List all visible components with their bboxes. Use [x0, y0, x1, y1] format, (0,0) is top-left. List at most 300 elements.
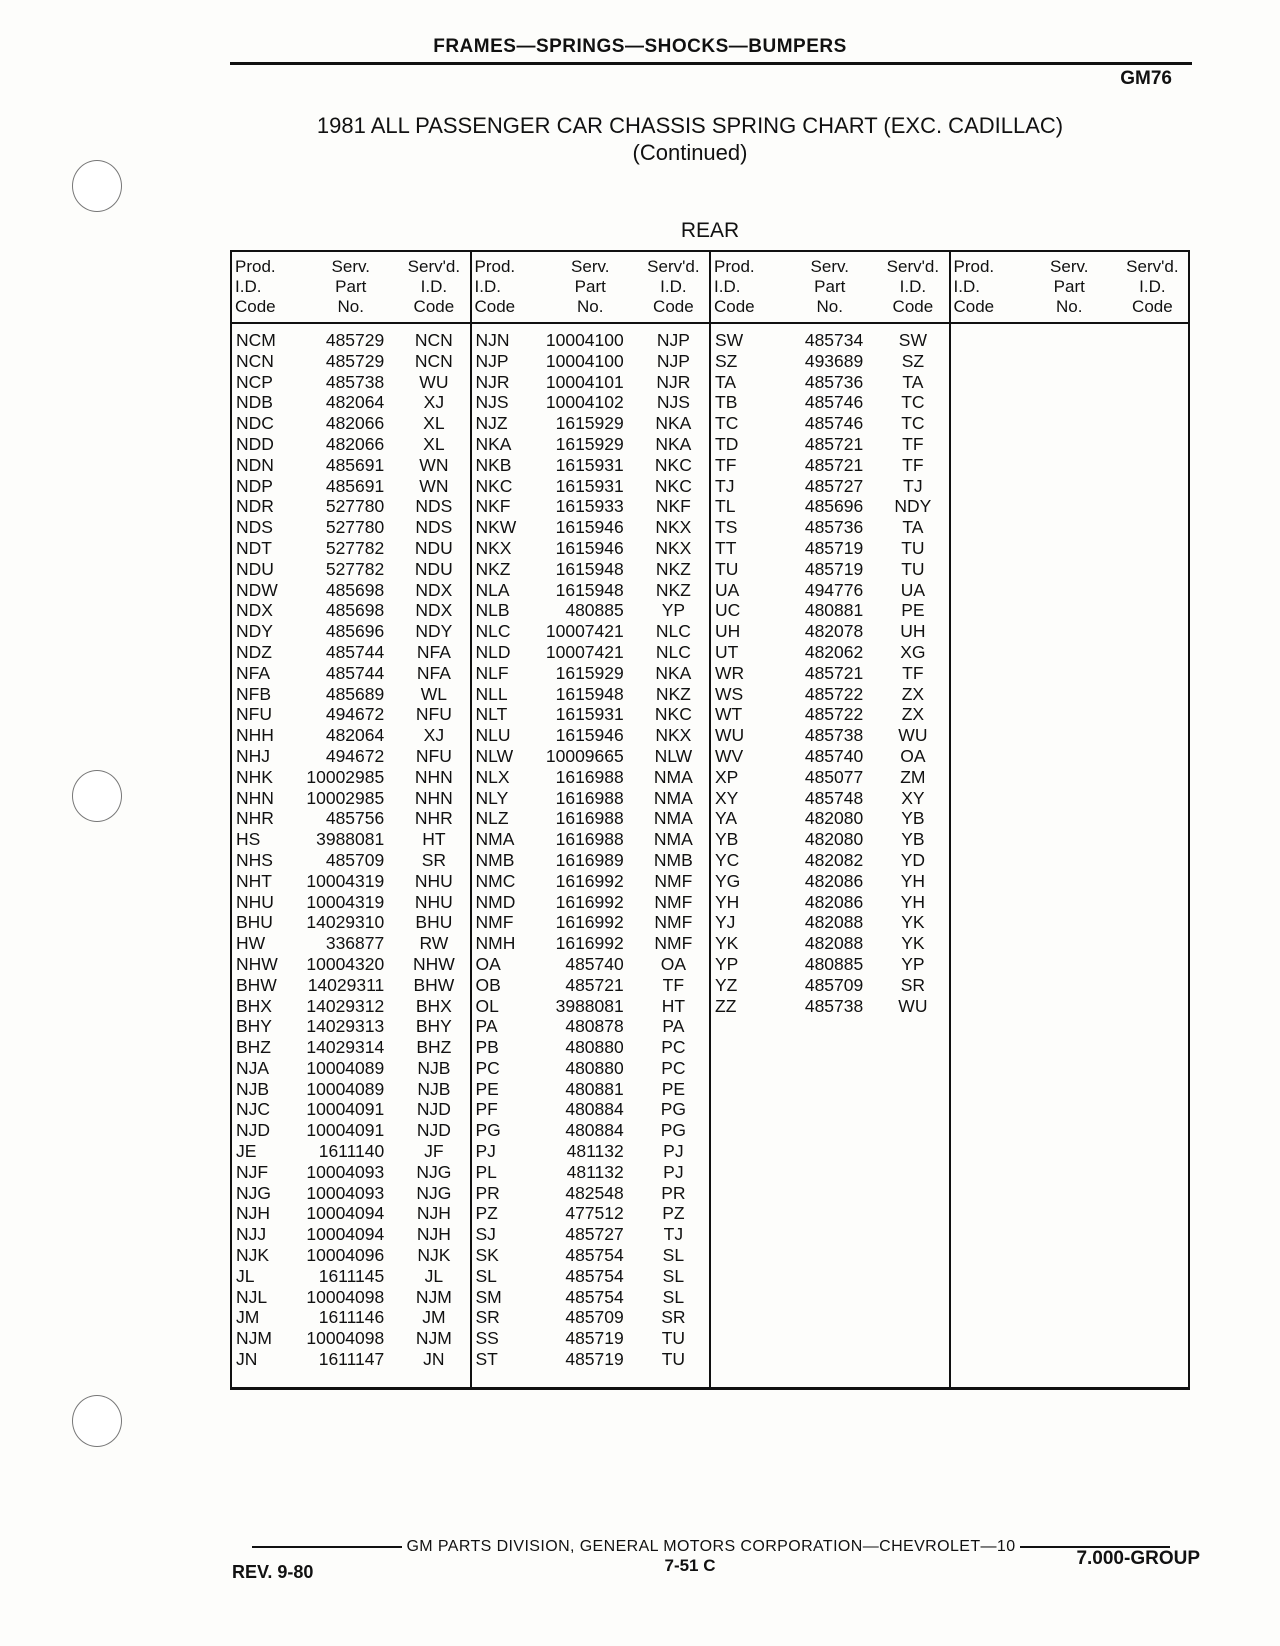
servd-id-code: NFU — [415, 745, 452, 766]
servd-id-code: SL — [662, 1286, 685, 1307]
table-row — [711, 871, 949, 892]
servd-id-code: NDU — [414, 558, 453, 579]
table-row — [711, 704, 949, 725]
table-row — [711, 496, 949, 517]
serv-part-number: 10004319 — [306, 870, 385, 891]
servd-id-code: RW — [419, 933, 449, 954]
prod-id-code: NMH — [475, 933, 516, 954]
table-row — [472, 1183, 710, 1204]
servd-id-code: NLC — [655, 641, 691, 662]
prod-id-code: NJH — [236, 1203, 271, 1224]
column-group-body — [711, 324, 949, 1016]
serv-part-number: 10004098 — [306, 1328, 385, 1349]
serv-part-number: 10004098 — [306, 1286, 385, 1307]
servd-id-code: XY — [901, 787, 925, 808]
prod-id-code: WU — [715, 725, 745, 746]
serv-part-number: 480881 — [804, 600, 864, 621]
table-row — [711, 330, 949, 351]
serv-part-number: 482086 — [804, 891, 864, 912]
table-row — [472, 600, 710, 621]
prod-id-code: NLZ — [475, 808, 509, 829]
prod-id-code: NCN — [236, 350, 274, 371]
table-row — [711, 912, 949, 933]
prod-id-code: PR — [475, 1182, 500, 1203]
prod-id-header-line: Code — [714, 297, 755, 316]
servd-id-code: TJ — [903, 475, 923, 496]
serv-part-header-line: No. — [1056, 297, 1083, 316]
table-row — [711, 954, 949, 975]
prod-id-code: NLB — [475, 600, 510, 621]
table-row — [472, 1141, 710, 1162]
table-row — [472, 580, 710, 601]
serv-part-number: 485754 — [565, 1265, 624, 1286]
prod-id-header-line: I.D. — [235, 277, 262, 296]
servd-id-code: NKZ — [655, 558, 691, 579]
prod-id-code: YC — [715, 849, 740, 870]
prod-id-code: YJ — [715, 912, 736, 933]
table-row — [472, 476, 710, 497]
servd-id-code: TF — [902, 454, 924, 475]
table-row — [232, 1037, 470, 1058]
servd-id-code: PA — [662, 1016, 685, 1037]
prod-id-code: YH — [715, 891, 740, 912]
table-row — [232, 1079, 470, 1100]
prod-id-code: NDU — [236, 558, 274, 579]
prod-id-code: SS — [475, 1328, 499, 1349]
prod-id-code: NKX — [475, 537, 512, 558]
serv-part-number: 485691 — [325, 454, 385, 475]
prod-id-code: PG — [475, 1120, 501, 1141]
table-row — [472, 1307, 710, 1328]
table-row — [232, 1162, 470, 1183]
prod-id-code: YB — [715, 829, 739, 850]
servd-id-code: NHN — [414, 766, 453, 787]
table-row — [472, 975, 710, 996]
servd-id-code: TU — [901, 537, 925, 558]
column-group-1 — [232, 252, 472, 1387]
table-row — [472, 1016, 710, 1037]
serv-part-number: 10007421 — [545, 621, 624, 642]
servd-id-code: WU — [898, 995, 928, 1016]
prod-id-code: PL — [475, 1161, 497, 1182]
prod-id-code: NLT — [475, 704, 508, 725]
servd-id-code: PJ — [663, 1161, 684, 1182]
prod-id-code: JM — [236, 1307, 260, 1328]
prod-id-code: NJN — [475, 330, 510, 350]
table-row — [232, 600, 470, 621]
serv-part-number: 10004089 — [306, 1057, 385, 1078]
serv-part-number: 485748 — [804, 787, 864, 808]
serv-part-number: 485744 — [325, 662, 385, 683]
prod-id-code: NLY — [475, 787, 509, 808]
serv-part-number: 14029312 — [306, 995, 385, 1016]
prod-id-code: YZ — [715, 974, 738, 995]
prod-id-code: HW — [236, 933, 266, 954]
prod-id-code: NHH — [236, 725, 274, 746]
table-row — [232, 684, 470, 705]
table-row — [232, 1016, 470, 1037]
table-row — [232, 434, 470, 455]
serv-part-number: 485719 — [565, 1328, 624, 1349]
servd-id-code: UH — [900, 621, 926, 642]
serv-part-number: 1616992 — [555, 933, 624, 954]
servd-id-code: BHU — [415, 912, 453, 933]
serv-part-number: 1615948 — [555, 579, 624, 600]
servd-id-code: NKC — [654, 475, 692, 496]
table-row — [472, 455, 710, 476]
serv-part-number: 482066 — [325, 413, 385, 434]
servd-id-code: NDS — [415, 496, 453, 517]
prod-id-code: UH — [715, 621, 741, 642]
serv-part-number: 1615929 — [555, 662, 624, 683]
serv-part-number: 1616992 — [555, 891, 624, 912]
serv-part-number: 10004091 — [306, 1120, 385, 1141]
serv-part-number: 1611146 — [318, 1307, 385, 1328]
servd-id-code: SL — [662, 1245, 685, 1266]
serv-part-number: 527782 — [325, 558, 385, 579]
prod-id-code: NJC — [236, 1099, 271, 1120]
binder-hole-bottom — [72, 1395, 122, 1447]
table-row — [711, 559, 949, 580]
prod-id-code: OB — [475, 974, 501, 995]
servd-id-code: YB — [901, 829, 925, 850]
prod-id-code: NJK — [236, 1245, 270, 1266]
servd-id-code: PC — [661, 1057, 686, 1078]
prod-id-code: UC — [715, 600, 741, 621]
table-row — [232, 351, 470, 372]
servd-id-code: NHW — [412, 953, 455, 974]
table-row — [711, 829, 949, 850]
serv-part-number: 1611145 — [318, 1265, 385, 1286]
table-row — [472, 1099, 710, 1120]
table-row — [472, 912, 710, 933]
serv-part-number: 485689 — [325, 683, 385, 704]
table-row — [232, 746, 470, 767]
serv-part-number: 482064 — [325, 725, 385, 746]
table-row — [232, 642, 470, 663]
prod-id-code: NLA — [475, 579, 510, 600]
prod-id-code: NFU — [236, 704, 272, 725]
prod-id-code: NDD — [236, 433, 274, 454]
table-row — [472, 892, 710, 913]
servd-id-code: SZ — [901, 350, 925, 371]
table-row — [472, 1328, 710, 1349]
prod-id-code: OL — [475, 995, 499, 1016]
prod-id-code: SR — [475, 1307, 500, 1328]
servd-id-header-line: Serv'd. — [647, 257, 700, 276]
servd-id-code: SR — [421, 849, 447, 870]
prod-id-code: NLX — [475, 766, 510, 787]
serv-part-number: 482064 — [325, 392, 385, 413]
serv-part-number: 1616992 — [555, 912, 624, 933]
servd-id-code: NKZ — [655, 683, 691, 704]
servd-id-code: ZX — [901, 704, 925, 725]
table-row — [232, 372, 470, 393]
prod-id-code: NLF — [475, 662, 509, 683]
prod-id-code: JN — [236, 1349, 258, 1370]
servd-id-code: TA — [902, 517, 924, 538]
table-row — [232, 1183, 470, 1204]
servd-id-code: NJG — [416, 1182, 452, 1203]
serv-part-number: 482088 — [804, 933, 864, 954]
prod-id-code: NLL — [475, 683, 508, 704]
prod-id-code: NLU — [475, 725, 511, 746]
table-row — [232, 1245, 470, 1266]
serv-part-number: 1611147 — [318, 1349, 385, 1370]
table-row — [711, 850, 949, 871]
prod-id-code: NJB — [236, 1078, 270, 1099]
servd-id-code: PE — [661, 1078, 686, 1099]
table-row — [472, 850, 710, 871]
serv-part-number: 1615931 — [555, 454, 624, 475]
table-row — [472, 1245, 710, 1266]
prod-id-code: NHW — [236, 953, 278, 974]
serv-part-number: 10007421 — [545, 641, 624, 662]
servd-id-code: PC — [661, 1037, 686, 1058]
servd-id-code: PZ — [662, 1203, 685, 1224]
prod-id-header-line: I.D. — [474, 277, 501, 296]
prod-id-code: NKB — [475, 454, 512, 475]
table-row — [472, 330, 710, 351]
prod-id-code: NHU — [236, 891, 274, 912]
serv-part-number: 485709 — [804, 974, 864, 995]
prod-id-header-line: Code — [235, 297, 276, 316]
prod-id-code: TA — [715, 371, 737, 392]
servd-id-header-line: I.D. — [660, 277, 687, 296]
prod-id-code: NDS — [236, 517, 273, 538]
prod-id-code: SW — [715, 330, 744, 350]
servd-id-code: NJP — [656, 350, 690, 371]
servd-id-code: NDX — [415, 600, 453, 621]
prod-id-code: BHZ — [236, 1037, 271, 1058]
servd-id-code: PR — [661, 1182, 686, 1203]
serv-part-number: 3988081 — [555, 995, 624, 1016]
serv-part-number: 10004089 — [306, 1078, 385, 1099]
servd-id-header-line: Serv'd. — [886, 257, 940, 276]
column-group-body — [951, 324, 1189, 330]
serv-part-header-line: No. — [577, 297, 604, 316]
servd-id-code: NJK — [417, 1245, 451, 1266]
prod-id-header — [472, 257, 543, 322]
serv-part-number: 10004094 — [306, 1203, 385, 1224]
servd-id-code: SR — [900, 974, 926, 995]
table-row — [232, 788, 470, 809]
table-row — [472, 1287, 710, 1308]
serv-part-number: 14029313 — [306, 1016, 385, 1037]
table-row — [711, 476, 949, 497]
column-header-row — [232, 252, 470, 324]
prod-id-header — [951, 257, 1022, 322]
prod-id-code: XP — [715, 766, 739, 787]
serv-part-number: 10002985 — [306, 787, 385, 808]
servd-id-code: TF — [902, 662, 924, 683]
prod-id-header-line: I.D. — [953, 277, 980, 296]
footer-publisher: GM PARTS DIVISION, GENERAL MOTORS CORPORATION—CHEVROLET—10 — [406, 1538, 1016, 1555]
table-row — [711, 808, 949, 829]
serv-part-number: 3988081 — [316, 829, 385, 850]
servd-id-code: NJS — [656, 392, 690, 413]
servd-id-code: NKZ — [655, 579, 691, 600]
prod-id-code: HS — [236, 829, 261, 850]
table-row — [232, 996, 470, 1017]
table-row — [472, 725, 710, 746]
prod-id-header — [232, 257, 303, 322]
prod-id-code: JL — [236, 1265, 255, 1286]
servd-id-header — [398, 257, 469, 322]
table-row — [472, 704, 710, 725]
table-row — [472, 808, 710, 829]
prod-id-code: SK — [475, 1245, 499, 1266]
servd-id-code: NJB — [417, 1078, 451, 1099]
prod-id-code: NMD — [475, 891, 516, 912]
prod-id-code: NCP — [236, 371, 273, 392]
table-row — [232, 392, 470, 413]
table-row — [472, 1266, 710, 1287]
table-row — [711, 538, 949, 559]
servd-id-code: NKA — [655, 413, 692, 434]
table-row — [472, 871, 710, 892]
prod-id-code: PJ — [475, 1141, 496, 1162]
servd-id-code: YB — [901, 808, 925, 829]
servd-id-code: HT — [661, 995, 686, 1016]
prod-id-code: TC — [715, 413, 739, 434]
serv-part-number: 480878 — [565, 1016, 624, 1037]
prod-id-header-line: Prod. — [474, 257, 516, 276]
servd-id-code: NFA — [416, 662, 451, 683]
serv-part-number: 14029314 — [306, 1037, 385, 1058]
servd-id-code: PG — [660, 1120, 687, 1141]
serv-part-number: 485736 — [804, 371, 864, 392]
servd-id-header-line: Code — [413, 297, 455, 316]
table-row — [232, 808, 470, 829]
prod-id-code: PF — [475, 1099, 498, 1120]
table-row — [472, 1349, 710, 1370]
prod-id-code: NMF — [475, 912, 514, 933]
column-group-2 — [472, 252, 712, 1387]
prod-id-code: PE — [475, 1078, 499, 1099]
servd-id-code: YH — [900, 870, 926, 891]
servd-id-code: NJM — [415, 1328, 452, 1349]
serv-part-number: 10004100 — [545, 350, 624, 371]
prod-id-code: NDT — [236, 537, 272, 558]
serv-part-number: 485738 — [325, 371, 385, 392]
servd-id-code: NJB — [417, 1057, 451, 1078]
serv-part-number: 485696 — [804, 496, 864, 517]
servd-id-code: NHN — [414, 787, 453, 808]
table-row — [711, 413, 949, 434]
prod-id-code: NJF — [236, 1161, 269, 1182]
table-row — [232, 850, 470, 871]
table-row — [472, 663, 710, 684]
prod-id-code: NDY — [236, 621, 273, 642]
servd-id-code: NFU — [415, 704, 452, 725]
prod-id-code: TF — [715, 454, 737, 475]
table-row — [711, 788, 949, 809]
servd-id-header-line: Serv'd. — [407, 257, 461, 276]
servd-id-code: NMA — [653, 787, 693, 808]
table-row — [711, 351, 949, 372]
serv-part-number: 527780 — [325, 517, 385, 538]
table-row — [472, 829, 710, 850]
prod-id-code: YG — [715, 870, 741, 891]
table-row — [232, 1266, 470, 1287]
serv-part-number: 1615946 — [555, 537, 624, 558]
prod-id-code: NHT — [236, 870, 272, 891]
servd-id-code: NKX — [655, 725, 692, 746]
serv-part-number: 480884 — [565, 1120, 624, 1141]
table-row — [711, 746, 949, 767]
servd-id-code: BHW — [413, 974, 455, 995]
serv-part-number: 1616988 — [555, 787, 624, 808]
servd-id-code: NKA — [655, 662, 692, 683]
serv-part-number: 1616988 — [555, 829, 624, 850]
serv-part-number: 1615948 — [555, 558, 624, 579]
prod-id-code: TS — [715, 517, 738, 538]
table-row — [232, 1349, 470, 1370]
prod-id-header-line: I.D. — [714, 277, 741, 296]
servd-id-code: NMB — [653, 849, 693, 870]
servd-id-code: BHY — [415, 1016, 452, 1037]
servd-id-code: NHU — [414, 891, 453, 912]
servd-id-header-line: I.D. — [899, 277, 927, 296]
servd-id-header-line: Serv'd. — [1126, 257, 1179, 276]
table-row — [472, 372, 710, 393]
footer-publisher-line — [230, 1538, 1192, 1556]
serv-part-number: 485696 — [325, 621, 385, 642]
table-row — [711, 600, 949, 621]
serv-part-number: 1615929 — [555, 433, 624, 454]
serv-part-number: 485721 — [804, 662, 864, 683]
servd-id-code: YD — [900, 849, 926, 870]
servd-id-code: TU — [901, 558, 925, 579]
serv-part-number: 14029310 — [306, 912, 385, 933]
serv-part-number: 485722 — [804, 683, 864, 704]
table-row — [472, 642, 710, 663]
serv-part-number: 485719 — [565, 1349, 624, 1370]
table-row — [711, 621, 949, 642]
table-row — [232, 496, 470, 517]
prod-id-header-line: Prod. — [953, 257, 995, 276]
table-row — [711, 642, 949, 663]
servd-id-code: TF — [662, 974, 685, 995]
prod-id-code: NLC — [475, 621, 511, 642]
table-row — [232, 912, 470, 933]
prod-id-code: BHU — [236, 912, 273, 933]
table-row — [711, 392, 949, 413]
servd-id-code: JL — [424, 1265, 444, 1286]
table-row — [232, 933, 470, 954]
header-rule — [230, 62, 1192, 65]
serv-part-number: 485722 — [804, 704, 864, 725]
serv-part-number: 480880 — [565, 1037, 624, 1058]
serv-part-number: 1615931 — [555, 475, 624, 496]
serv-part-number: 485721 — [804, 454, 864, 475]
servd-id-code: NLW — [654, 745, 693, 766]
prod-id-code: NMA — [475, 829, 515, 850]
table-row — [472, 434, 710, 455]
servd-id-code: NCN — [414, 330, 453, 350]
serv-part-header-line: Part — [1053, 277, 1085, 296]
prod-id-code: NDB — [236, 392, 273, 413]
table-row — [472, 1120, 710, 1141]
serv-part-number: 477512 — [565, 1203, 624, 1224]
serv-part-number: 527782 — [325, 537, 385, 558]
serv-part-number: 482080 — [804, 808, 864, 829]
serv-part-header — [1022, 257, 1117, 322]
servd-id-code: NHU — [414, 870, 453, 891]
serv-part-number: 485744 — [325, 641, 385, 662]
serv-part-number: 485746 — [804, 392, 864, 413]
